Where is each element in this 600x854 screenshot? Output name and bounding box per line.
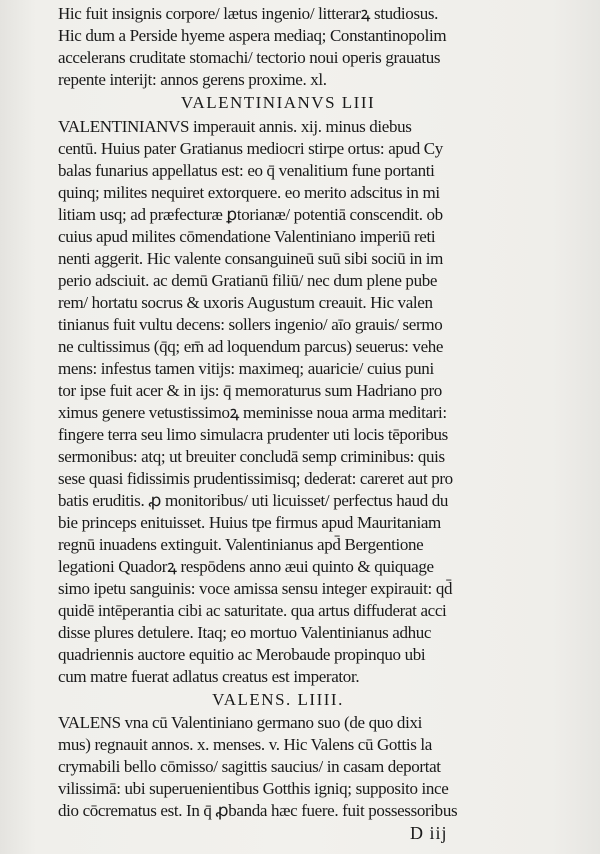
text-line: batis eruditis. ꝓ monitoribus/ uti licuisset/ perfectus haud du <box>58 491 449 510</box>
text-line: repente interijt: annos gerens proxime. xl. <box>58 70 327 89</box>
text-line: Hic fuit insignis corpore/ lætus ingenio/ litterarꝝ studiosus. <box>58 4 439 23</box>
text-line: quinq; milites nequiret extorquere. eo merito adscitus in mi <box>58 183 440 202</box>
text-line: cum matre fuerat adlatus creatus est imperator. <box>58 667 360 686</box>
text-line: ximus genere vetustissimoꝝ meminisse noua arma meditari: <box>58 403 447 422</box>
text-line: centū. Huius pater Gratianus mediocri stirpe ortus: apud Cy <box>58 139 443 158</box>
text-line: vilissimā: ubi superuenientibus Gotthis igniq; supposito ince <box>58 779 449 798</box>
text-line: legationi Quadorꝝ respōdens anno æui quinto & quiquage <box>58 557 434 576</box>
chapter-heading: VALENS. LIIII. <box>212 690 344 709</box>
text-line: sese quasi fidissimis prudentissimisq; dederat: careret aut pro <box>58 469 453 488</box>
text-line: tor ipse fuit acer & in ijs: q̄ memoraturus sum Hadriano pro <box>58 381 442 400</box>
text-line: accelerans cruditate stomachi/ tectorio noui operis grauatus <box>58 48 441 67</box>
text-line: dio cōcrematus est. In q̄ ꝓbanda hæc fuere. fuit possessoribus <box>58 801 458 820</box>
text-line: disse plures detulere. Itaq; eo mortuo Valentinianus adhuc <box>58 623 432 642</box>
text-line: ne cultissimus (q̄q; em̄ ad loquendum parcus) seuerus: vehe <box>58 337 444 356</box>
chapter-heading: VALENTINIANVS LIII <box>180 93 376 112</box>
text-line: sermonibus: atq; ut breuiter concludā semp criminibus: quis <box>58 447 445 466</box>
signature-mark: D iij <box>410 823 448 843</box>
text-line: quidē intēperantia cibi ac saturitate. qua artus diffuderat acci <box>58 601 447 620</box>
text-line: balas funarius appellatus est: eo q̄ venalitium fune portanti <box>58 161 435 180</box>
text-line: quadriennis auctore equitio ac Merobaude propinquo ubi <box>58 645 426 664</box>
text-line: rem/ hortatu socrus & uxoris Augustum creauit. Hic valen <box>58 293 433 312</box>
text-line: VALENS vna cū Valentiniano germano suo (de quo dixi <box>58 713 422 732</box>
text-line: Hic dum a Perside hyeme aspera mediaq; Constantinopolim <box>58 26 447 45</box>
text-line: tinianus fuit vultu decens: sollers ingenio/ aīo grauis/ sermo <box>58 315 443 334</box>
text-line: fingere terra seu limo simulacra prudenter uti locis tēporibus <box>58 425 448 444</box>
text-line: cuius apud milites cōmendatione Valentiniano imperiū reti <box>58 227 436 246</box>
text-line: simo ipetu sanguinis: voce amissa sensu integer expirauit: qd̄ <box>58 579 453 598</box>
text-line: litiam usq; ad præfecturæ ꝑtorianæ/ potentiā conscendit. ob <box>58 205 443 224</box>
text-line: bie princeps enituisset. Huius tpe firmus apud Mauritaniam <box>58 513 441 532</box>
text-line: crymabili bello cōmisso/ sagittis saucius/ in casam deportat <box>58 757 441 776</box>
text-line: nenti aggerit. Hic valente consanguineū suū sibi sociū in im <box>58 249 444 268</box>
text-line: VALENTINIANVS imperauit annis. xij. minus diebus <box>58 117 412 136</box>
text-line: perio adsciuit. ac demū Gratianū filiū/ nec dum plene pube <box>58 271 438 290</box>
text-line: regnū inuadens extinguit. Valentinianus apd̄ Bergentione <box>58 535 424 554</box>
text-line: mens: infestus tamen vitijs: maximeq; auaricie/ cuius puni <box>58 359 434 378</box>
text-line: mus) regnauit annos. x. menses. v. Hic Valens cū Gottis la <box>58 735 432 754</box>
